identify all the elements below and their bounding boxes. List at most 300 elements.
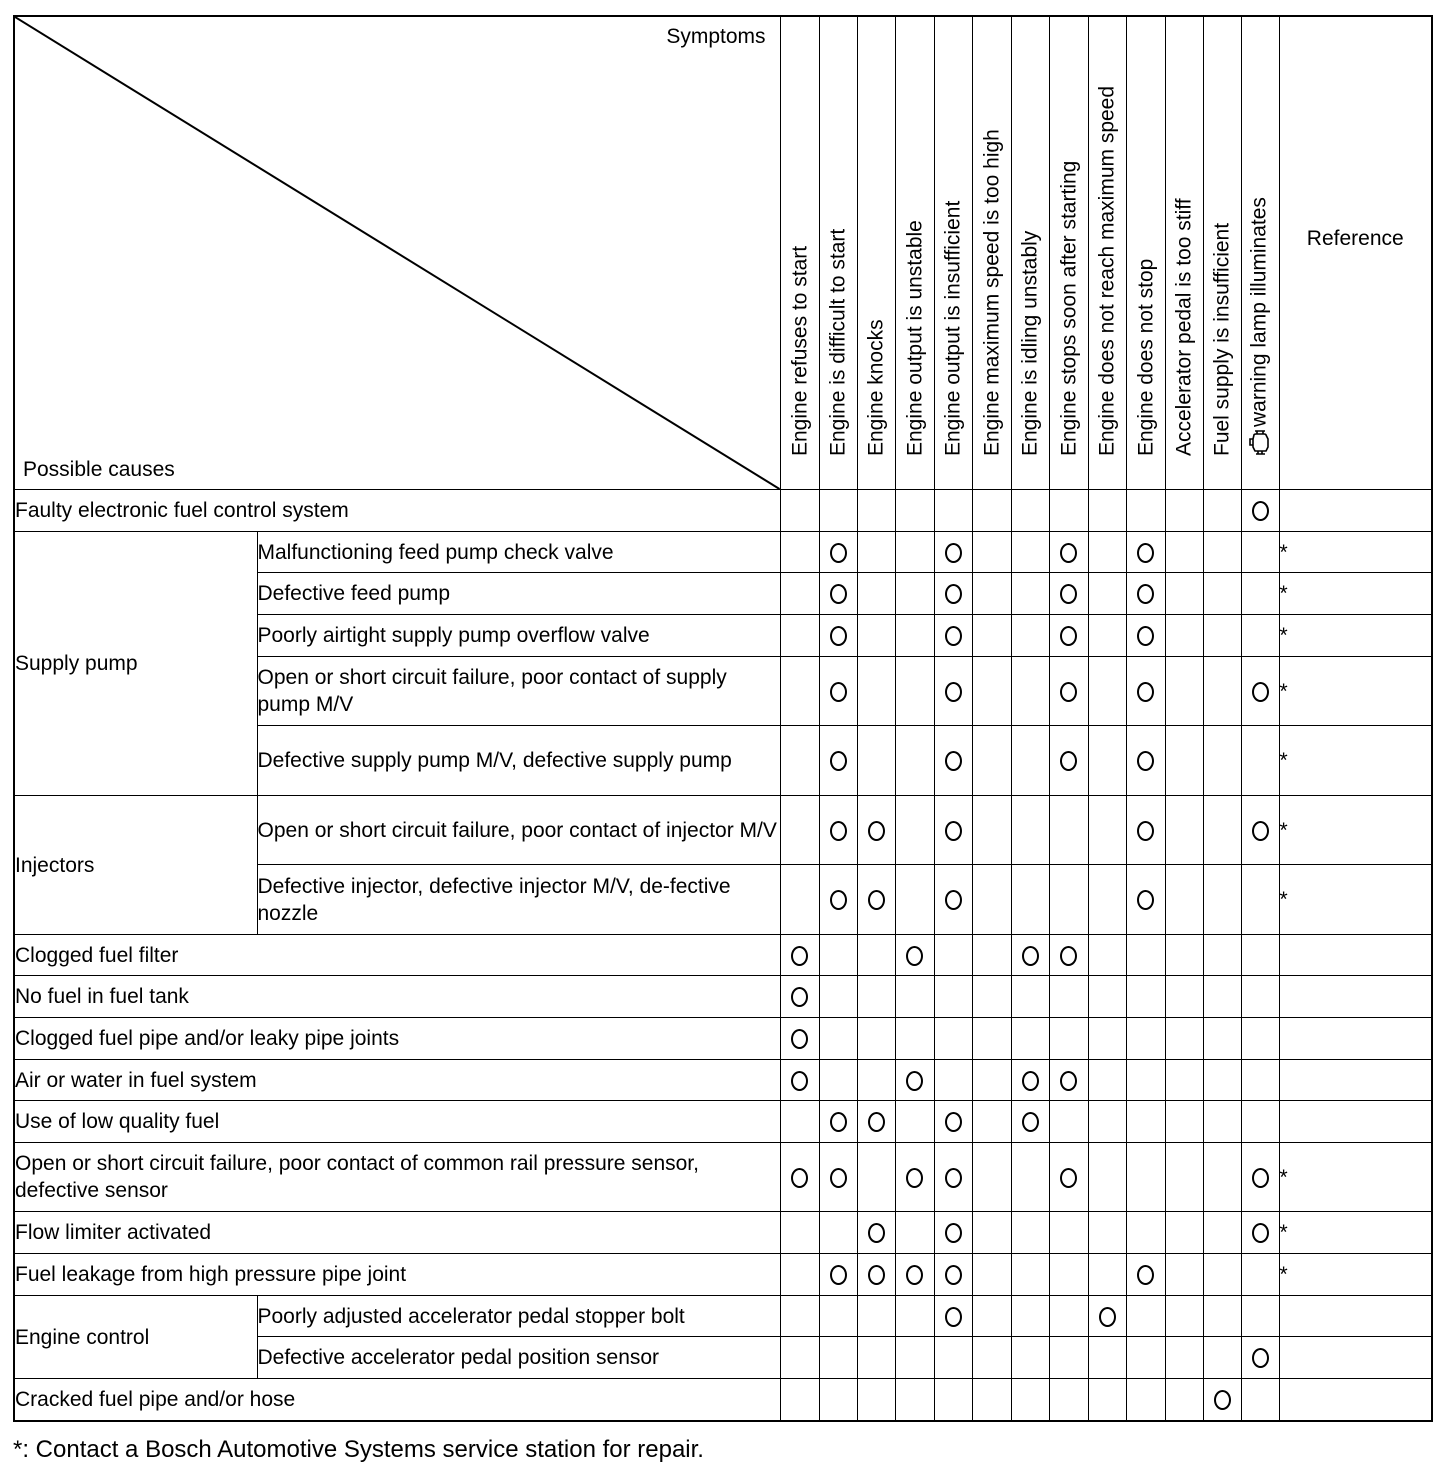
symptom-mark-cell [1203,726,1241,796]
symptom-mark-cell [1049,1379,1088,1421]
symptom-header-8 [1049,16,1088,490]
symptom-mark-cell [1203,1212,1241,1254]
cause-cell [14,1254,780,1296]
circle-mark-icon [791,1029,808,1049]
symptom-mark-cell [857,1060,895,1101]
symptoms-label: Symptoms [666,25,766,48]
symptom-mark-cell [1011,1254,1049,1296]
engine-check-icon [1249,427,1271,457]
symptom-label: Accelerator pedal is too stiff [1172,198,1196,456]
cause-group-cell [14,1296,257,1379]
symptom-mark-cell [895,865,934,935]
table-row [14,1212,1432,1254]
symptom-mark-cell [1165,935,1203,976]
cause-group-label: Supply pump [15,652,138,675]
cause-group-cell [14,532,257,796]
symptom-mark-cell [972,1379,1011,1421]
symptom-mark-cell [1241,1337,1279,1379]
symptom-mark-cell [1241,976,1279,1018]
reference-cell [1279,1212,1432,1254]
symptom-mark-cell [895,1296,934,1337]
reference-mark: * [1279,1221,1288,1244]
circle-mark-icon [1060,584,1077,604]
symptom-mark-cell [1165,1337,1203,1379]
symptom-mark-cell [1241,1143,1279,1212]
symptom-mark-cell [895,976,934,1018]
symptom-mark-cell [1011,1337,1049,1379]
table-row [14,1018,1432,1060]
reference-cell [1279,615,1432,657]
cause-cell [14,1143,780,1212]
reference-cell [1279,935,1432,976]
reference-mark: * [1279,540,1288,564]
symptom-mark-cell [1126,1212,1165,1254]
table-row [14,935,1432,976]
symptom-mark-cell [1088,1018,1126,1060]
symptom-mark-cell [857,796,895,865]
symptom-mark-cell [857,935,895,976]
symptom-mark-cell [1126,1337,1165,1379]
symptom-mark-cell [895,490,934,532]
symptom-text: warning lamp illuminates [1247,197,1271,427]
symptom-mark-cell [1165,1143,1203,1212]
symptom-mark-cell [1203,1101,1241,1143]
symptom-mark-cell [780,490,819,532]
symptom-header-2 [819,16,857,490]
symptom-mark-cell [1011,657,1049,726]
symptom-mark-cell [1165,573,1203,615]
cause-cell [257,865,780,935]
circle-mark-icon [1214,1390,1231,1410]
circle-mark-icon [868,1265,885,1285]
circle-mark-icon [1137,682,1154,702]
symptom-mark-cell [780,1337,819,1379]
circle-mark-icon [868,1223,885,1243]
symptom-mark-cell [1203,976,1241,1018]
symptom-mark-cell [934,726,972,796]
symptom-mark-cell [1241,532,1279,573]
symptom-mark-cell [1011,573,1049,615]
symptom-mark-cell [1088,976,1126,1018]
symptom-mark-cell [1241,573,1279,615]
symptom-mark-cell [934,1143,972,1212]
cause-group-label: Injectors [15,853,95,877]
circle-mark-icon [1137,626,1154,646]
symptom-mark-cell [1165,1101,1203,1143]
cause-cell [14,1018,780,1060]
symptom-mark-cell [1165,1212,1203,1254]
circle-mark-icon [906,1168,923,1188]
circle-mark-icon [1252,1348,1269,1368]
reference-cell [1279,976,1432,1018]
cause-text: Defective injector, defective injector M/V, de-fective nozzle [257,874,731,925]
symptom-mark-cell [857,1212,895,1254]
symptom-mark-cell [857,1018,895,1060]
symptom-mark-cell [972,573,1011,615]
symptom-mark-cell [1126,490,1165,532]
symptom-mark-cell [972,490,1011,532]
symptom-mark-cell [1049,1212,1088,1254]
symptom-mark-cell [934,1254,972,1296]
symptom-mark-cell [895,1101,934,1143]
symptom-mark-cell [1126,726,1165,796]
cause-text: Poorly airtight supply pump overflow valve [257,624,650,647]
circle-mark-icon [1022,1112,1039,1132]
symptom-mark-cell [972,1212,1011,1254]
symptom-mark-cell [1049,573,1088,615]
symptom-mark-cell [1203,532,1241,573]
symptom-header-12 [1203,16,1241,490]
symptom-label: Engine output is unstable [903,220,926,456]
circle-mark-icon [1137,890,1154,910]
circle-mark-icon [906,1265,923,1285]
cause-text: Poorly adjusted accelerator pedal stopper bolt [257,1304,685,1328]
symptom-header-7 [1011,16,1049,490]
symptom-mark-cell [972,865,1011,935]
circle-mark-icon [830,682,847,702]
symptom-mark-cell [1241,1212,1279,1254]
circle-mark-icon [945,1307,962,1327]
circle-mark-icon [1252,1168,1269,1188]
symptom-mark-cell [1165,532,1203,573]
symptom-mark-cell [819,615,857,657]
symptom-header-3 [857,16,895,490]
reference-cell [1279,1379,1432,1421]
possible-causes-label: Possible causes [23,458,175,481]
symptom-mark-cell [1165,1296,1203,1337]
circle-mark-icon [830,821,847,841]
circle-mark-icon [945,751,962,771]
table-row [14,1379,1432,1421]
header-row [14,16,1432,490]
cause-cell [257,1337,780,1379]
symptom-mark-cell [972,1337,1011,1379]
symptom-header-10 [1126,16,1165,490]
symptom-mark-cell [780,657,819,726]
symptom-mark-cell [857,1296,895,1337]
circle-mark-icon [1060,1071,1077,1091]
circle-mark-icon [1252,1223,1269,1243]
symptom-mark-cell [780,573,819,615]
symptom-mark-cell [1049,1337,1088,1379]
cause-cell [14,1379,780,1421]
symptom-mark-cell [819,573,857,615]
symptom-mark-cell [1203,615,1241,657]
cause-cell [257,796,780,865]
symptom-mark-cell [1241,1296,1279,1337]
circle-mark-icon [830,751,847,771]
symptom-mark-cell [1165,490,1203,532]
symptom-mark-cell [1203,490,1241,532]
symptom-mark-cell [1011,1379,1049,1421]
reference-cell [1279,1296,1432,1337]
symptom-mark-cell [934,532,972,573]
symptom-mark-cell [934,865,972,935]
reference-mark: * [1279,888,1288,911]
symptom-mark-cell [857,490,895,532]
symptom-mark-cell [1011,1212,1049,1254]
symptom-mark-cell [819,1296,857,1337]
symptom-mark-cell [1088,935,1126,976]
reference-cell [1279,1254,1432,1296]
symptom-mark-cell [819,657,857,726]
circle-mark-icon [945,543,962,563]
symptom-label: Engine refuses to start [788,245,811,456]
symptom-mark-cell [895,726,934,796]
symptom-mark-cell [934,1379,972,1421]
troubleshooting-table [13,15,1433,1422]
circle-mark-icon [830,584,847,604]
reference-cell [1279,1337,1432,1379]
reference-mark: * [1279,582,1288,605]
table-row [14,1254,1432,1296]
symptom-mark-cell [780,976,819,1018]
symptom-mark-cell [1126,1101,1165,1143]
symptom-mark-cell [1203,1018,1241,1060]
cause-text: Defective supply pump M/V, defective supply pump [257,749,732,772]
symptom-mark-cell [780,1018,819,1060]
symptom-mark-cell [780,1060,819,1101]
symptom-mark-cell [1011,1143,1049,1212]
reference-cell [1279,1018,1432,1060]
cause-cell [257,615,780,657]
circle-mark-icon [1137,584,1154,604]
symptom-mark-cell [1088,1101,1126,1143]
symptom-mark-cell [895,1337,934,1379]
symptom-mark-cell [972,935,1011,976]
cause-group-label: Engine control [15,1325,150,1349]
symptom-mark-cell [819,1143,857,1212]
symptom-mark-cell [972,1254,1011,1296]
symptom-mark-cell [857,657,895,726]
symptom-mark-cell [1126,865,1165,935]
symptom-mark-cell [857,1101,895,1143]
symptom-mark-cell [1241,657,1279,726]
symptom-mark-cell [1241,1254,1279,1296]
symptom-mark-cell [1126,935,1165,976]
symptom-mark-cell [972,1060,1011,1101]
symptom-mark-cell [1088,615,1126,657]
circle-mark-icon [945,682,962,702]
symptom-mark-cell [1165,976,1203,1018]
symptom-mark-cell [972,1143,1011,1212]
circle-mark-icon [1060,946,1077,966]
symptom-mark-cell [780,1101,819,1143]
cause-text: Malfunctioning feed pump check valve [257,540,614,564]
circle-mark-icon [1252,821,1269,841]
symptom-mark-cell [895,1143,934,1212]
symptom-mark-cell [1011,865,1049,935]
symptom-label: Engine does not stop [1134,258,1157,456]
symptom-mark-cell [1011,1018,1049,1060]
symptom-mark-cell [1088,796,1126,865]
symptom-mark-cell [780,865,819,935]
symptom-mark-cell [934,657,972,726]
symptom-mark-cell [934,796,972,865]
symptom-mark-cell [1126,532,1165,573]
symptom-mark-cell [1126,1018,1165,1060]
symptom-mark-cell [1126,1296,1165,1337]
circle-mark-icon [791,1071,808,1091]
symptom-mark-cell [819,1060,857,1101]
symptom-mark-cell [1126,1060,1165,1101]
symptom-mark-cell [1165,1060,1203,1101]
cause-text: Defective accelerator pedal position sensor [257,1346,660,1369]
table-row [14,1296,1432,1337]
symptom-mark-cell [934,1337,972,1379]
symptom-mark-cell [1165,657,1203,726]
symptom-mark-cell [780,935,819,976]
symptom-mark-cell [1088,1379,1126,1421]
symptom-mark-cell [1241,1018,1279,1060]
reference-header [1279,16,1432,490]
circle-mark-icon [791,946,808,966]
reference-cell [1279,726,1432,796]
circle-mark-icon [1137,821,1154,841]
cause-cell [14,1101,780,1143]
symptom-mark-cell [1088,1143,1126,1212]
symptom-mark-cell [1203,1060,1241,1101]
symptom-mark-cell [819,796,857,865]
symptom-mark-cell [857,1379,895,1421]
symptom-mark-cell [857,976,895,1018]
symptom-mark-cell [819,1379,857,1421]
symptom-mark-cell [1241,1379,1279,1421]
symptom-mark-cell [1126,657,1165,726]
symptom-header-11 [1165,16,1203,490]
symptom-mark-cell [972,1018,1011,1060]
symptom-mark-cell [1203,657,1241,726]
symptom-mark-cell [934,490,972,532]
symptom-mark-cell [1126,796,1165,865]
circle-mark-icon [1137,1265,1154,1285]
symptom-mark-cell [857,865,895,935]
symptom-mark-cell [1126,615,1165,657]
symptom-mark-cell [972,1296,1011,1337]
symptom-label: Engine maximum speed is too high [980,129,1003,456]
symptom-header-5 [934,16,972,490]
symptom-mark-cell [1011,976,1049,1018]
reference-mark: * [1279,1263,1288,1286]
symptom-mark-cell [895,532,934,573]
symptom-mark-cell [1165,865,1203,935]
circle-mark-icon [830,890,847,910]
symptom-mark-cell [895,1060,934,1101]
symptom-mark-cell [1049,1254,1088,1296]
symptom-mark-cell [1049,796,1088,865]
symptom-mark-cell [1049,935,1088,976]
symptom-mark-cell [1011,1101,1049,1143]
circle-mark-icon [945,1168,962,1188]
circle-mark-icon [1022,1071,1039,1091]
cause-group-cell [14,796,257,935]
symptom-mark-cell [972,726,1011,796]
cause-cell [14,1212,780,1254]
symptom-label: Fuel supply is insufficient [1210,222,1234,456]
symptom-mark-cell [1165,1018,1203,1060]
circle-mark-icon [868,890,885,910]
cause-text: Open or short circuit failure, poor contact of supply pump M/V [257,666,727,716]
symptom-mark-cell [857,532,895,573]
symptom-mark-cell [895,935,934,976]
reference-cell [1279,1060,1432,1101]
reference-mark: * [1279,624,1288,647]
symptom-mark-cell [895,1212,934,1254]
cause-cell [257,573,780,615]
symptom-mark-cell [972,657,1011,726]
symptom-header-4 [895,16,934,490]
table-row [14,1101,1432,1143]
symptom-mark-cell [1088,1254,1126,1296]
symptom-mark-cell [1241,726,1279,796]
cause-text: Flow limiter activated [15,1221,212,1244]
symptom-mark-cell [780,796,819,865]
symptom-mark-cell [1203,865,1241,935]
symptom-mark-cell [1088,1060,1126,1101]
symptom-mark-cell [1203,935,1241,976]
circle-mark-icon [945,626,962,646]
symptom-mark-cell [819,935,857,976]
diagonal-divider [15,17,780,489]
symptom-mark-cell [895,1018,934,1060]
reference-cell [1279,1101,1432,1143]
symptom-mark-cell [1011,796,1049,865]
symptom-mark-cell [819,1212,857,1254]
symptom-mark-cell [1165,796,1203,865]
symptom-mark-cell [1011,726,1049,796]
symptom-mark-cell [934,1018,972,1060]
symptom-mark-cell [1049,532,1088,573]
symptom-mark-cell [1241,615,1279,657]
symptom-mark-cell [972,1101,1011,1143]
symptom-mark-cell [1049,615,1088,657]
symptom-label: Engine stops soon after starting [1057,160,1080,456]
symptom-label: Engine is difficult to start [826,228,850,456]
symptom-header-9 [1088,16,1126,490]
reference-cell [1279,532,1432,573]
cause-text: Use of low quality fuel [15,1110,220,1133]
circle-mark-icon [830,1265,847,1285]
circle-mark-icon [868,1112,885,1132]
cause-text: Faulty electronic fuel control system [15,499,349,522]
symptom-mark-cell [780,532,819,573]
symptom-mark-cell [819,1018,857,1060]
symptom-mark-cell [1203,1379,1241,1421]
footnote: *: Contact a Bosch Automotive Systems service station for repair. [13,1435,704,1463]
symptom-mark-cell [895,1379,934,1421]
circle-mark-icon [945,584,962,604]
circle-mark-icon [1252,501,1269,521]
symptom-mark-cell [857,573,895,615]
cause-text: Fuel leakage from high pressure pipe joint [15,1263,407,1286]
symptom-label: Engine output is insufficient [941,200,965,456]
symptom-mark-cell [1203,573,1241,615]
circle-mark-icon [906,1071,923,1091]
troubleshooting-table-container [13,15,1433,1464]
circle-mark-icon [945,1265,962,1285]
reference-label: Reference [1306,227,1404,250]
symptom-mark-cell [1126,1379,1165,1421]
symptom-mark-cell [1049,1101,1088,1143]
symptom-mark-cell [1203,1337,1241,1379]
symptom-mark-cell [819,865,857,935]
symptom-mark-cell [934,1212,972,1254]
symptom-mark-cell [1088,1212,1126,1254]
circle-mark-icon [1099,1307,1116,1327]
symptom-mark-cell [1088,1337,1126,1379]
symptom-mark-cell [1088,1296,1126,1337]
circle-mark-icon [830,1168,847,1188]
